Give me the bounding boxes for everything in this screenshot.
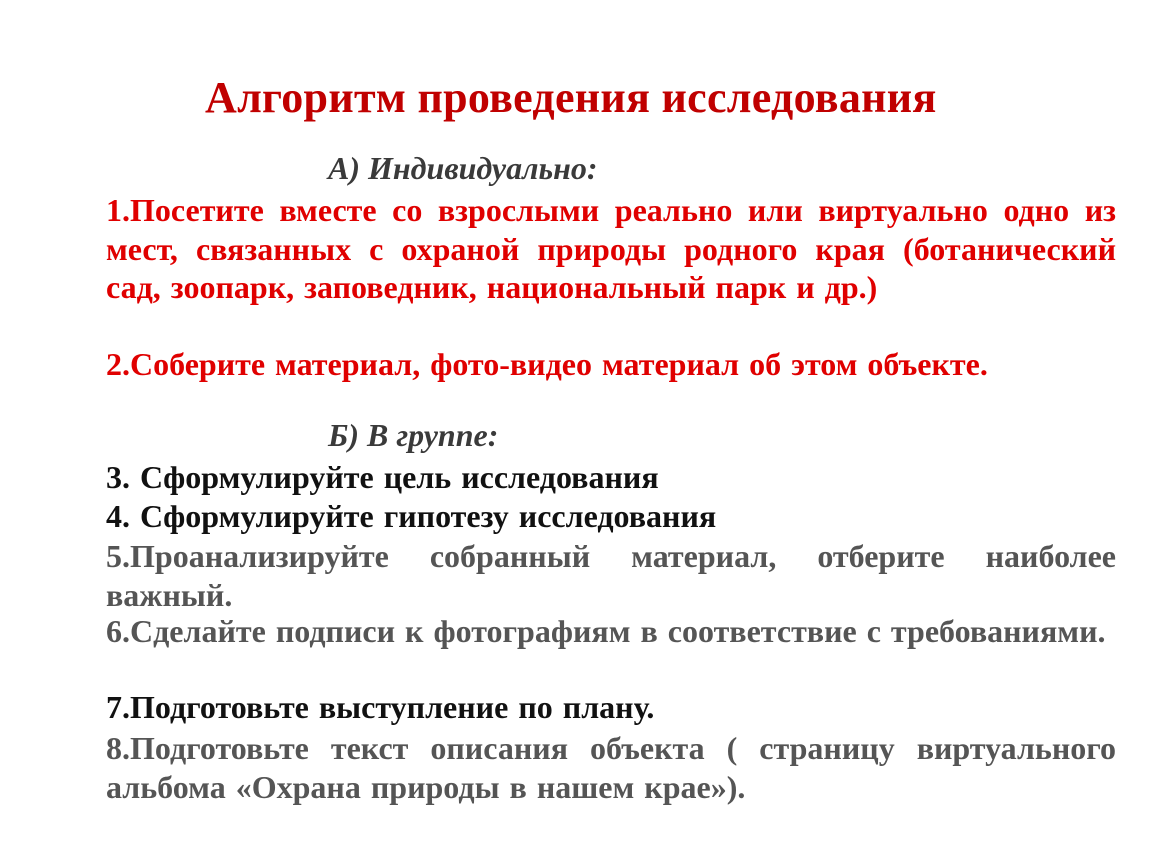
step-1: 1.Посетите вместе со взрослыми реально или виртуально одно из мест, связанных с охраной природы родного края (ботанический сад, зоопарк, заповедник, национальный парк и др.) (106, 192, 1116, 305)
step-5: 5.Проанализируйте собранный материал, отберите наиболее важный. (106, 538, 1116, 613)
section-a-heading: А) Индивидуально: (328, 150, 598, 186)
step-2: 2.Соберите материал, фото-видео материал об этом объекте. (106, 346, 988, 382)
step-8: 8.Подготовьте текст описания объекта ( страницу виртуального альбома «Охрана природы в нашем крае»). (106, 730, 1116, 805)
section-b-heading: Б) В группе: (328, 417, 499, 453)
slide-title: Алгоритм проведения исследования (205, 73, 937, 122)
step-7: 7.Подготовьте выступление по плану. (106, 689, 655, 725)
step-3: 3. Сформулируйте цель исследования (106, 459, 659, 495)
step-6: 6.Сделайте подписи к фотографиям в соответствие с требованиями. (106, 613, 1106, 649)
step-4: 4. Сформулируйте гипотезу исследования (106, 498, 717, 534)
